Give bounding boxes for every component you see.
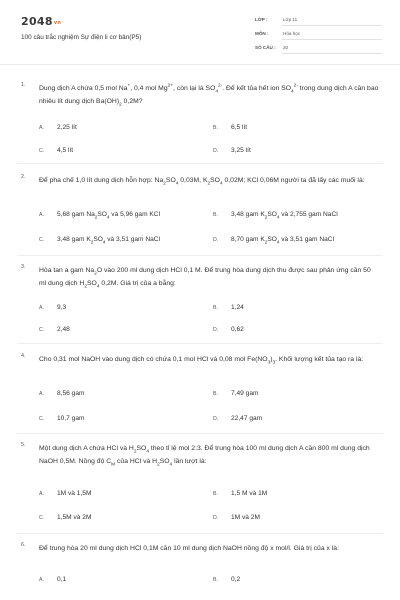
meta-label: MÔN :: [255, 31, 269, 36]
site-logo[interactable]: [21, 15, 61, 28]
option-a[interactable]: [39, 124, 77, 131]
option-text: 6,5 lít: [231, 124, 248, 131]
option-text: 9,3: [57, 304, 67, 311]
meta-label: SỐ CÂU :: [255, 45, 276, 50]
question-text: Dung dịch A chứa 0,5 mol Na+, 0,4 mol $Mg^{2+}$, còn lại là $SO_4^{2-}$. Để kết tủa hết ion $SO_4^{2-}$ trong dung dịch A cần bao nhiêu lít dung dịch $Ba(OH)_2$ 0,2M?: [39, 83, 379, 108]
question-text: Để pha chế 1,0 lít dung dịch hỗn hợp: $Na_2SO_4$ 0,03M, $K_2SO_4$ 0,02M; KCl 0,06M người ta đã lấy các muối là:: [39, 177, 365, 187]
option-d[interactable]: [213, 415, 262, 422]
option-d[interactable]: [213, 514, 260, 521]
option-c[interactable]: [39, 514, 91, 521]
option-text: 0,2: [231, 576, 241, 583]
option-label: C.: [39, 148, 45, 154]
option-d[interactable]: [213, 236, 334, 243]
option-text: 3,48 gam $K_2SO_4$ và 2,755 gam NaCl: [231, 211, 338, 220]
option-c[interactable]: [39, 326, 70, 333]
option-text: 0,62: [231, 326, 244, 333]
option-text: 1,5 M và 1M: [231, 490, 268, 497]
question-divider: [17, 163, 383, 164]
option-text: 8,56 gam: [57, 390, 85, 397]
meta-label: LỚP :: [255, 17, 268, 22]
question-number: 2.: [21, 174, 26, 180]
option-a[interactable]: [39, 211, 160, 218]
logo-text: 2048: [21, 15, 53, 28]
question-text: Hòa tan a gam $Na_2O$ vào 200 ml dung dịch HCl 0,1 M. Để trung hòa dung dịch thu được sau phản ứng cần 50 ml dung dịch $H_2SO_4$ 0,2M. Giá trị của a bằng:: [39, 267, 371, 290]
question-number: 1.: [21, 82, 26, 88]
option-label: B.: [213, 391, 218, 397]
option-a[interactable]: [39, 490, 91, 497]
document-title: 100 câu trắc nghiệm Sự điện li cơ bản(P5): [21, 34, 142, 41]
option-text: 0,1: [57, 576, 67, 583]
option-text: 8,70 gam $K_2SO_4$ và 3,51 gam NaCl: [231, 236, 335, 245]
option-d[interactable]: [213, 326, 244, 333]
meta-value: Hóa học: [283, 31, 301, 36]
question-number: 6.: [21, 542, 26, 548]
option-text: 10,7 gam: [57, 415, 85, 422]
option-label: C.: [39, 515, 45, 521]
question-text: Một dung dịch A chứa HCl và $H_2SO_4$ theo tỉ lệ mol 2:3. Để trung hòa 100 ml dung dịch A cần 800 ml dung dịch NaOH 0,5M. Nồng độ $C_M$ của HCl và $H_2SO_4$ lần lượt là:: [39, 445, 370, 468]
header-divider: [0, 64, 400, 65]
option-c[interactable]: [39, 147, 73, 154]
option-c[interactable]: [39, 415, 85, 422]
option-b[interactable]: [213, 304, 244, 311]
option-b[interactable]: [213, 490, 267, 497]
option-label: A.: [39, 577, 44, 583]
document-header: [0, 0, 400, 62]
option-text: 1,5M và 2M: [57, 514, 92, 521]
option-label: B.: [213, 491, 218, 497]
option-b[interactable]: [213, 390, 259, 397]
meta-underline: [282, 25, 382, 26]
meta-value: 20: [283, 45, 289, 50]
option-label: B.: [213, 577, 218, 583]
option-a[interactable]: [39, 390, 85, 397]
option-label: A.: [39, 491, 44, 497]
option-text: 3,25 lít: [231, 147, 251, 154]
option-text: 1M và 1,5M: [57, 490, 92, 497]
option-text: 22,47 gam: [231, 415, 263, 422]
option-label: D.: [213, 515, 219, 521]
meta-value: Lớp 11: [283, 17, 298, 22]
option-a[interactable]: [39, 576, 66, 583]
option-label: B.: [213, 212, 218, 218]
option-label: D.: [213, 416, 219, 422]
meta-underline: [282, 53, 382, 54]
option-label: B.: [213, 125, 218, 131]
option-text: 2,48: [57, 326, 70, 333]
option-a[interactable]: [39, 304, 66, 311]
option-label: D.: [213, 327, 219, 333]
option-d[interactable]: [213, 147, 251, 154]
option-label: A.: [39, 212, 44, 218]
option-label: C.: [39, 327, 45, 333]
option-text: 4,5 lít: [57, 147, 74, 154]
question-number: 5.: [21, 442, 26, 448]
option-text: 2,25 lít: [57, 124, 77, 131]
option-label: A.: [39, 125, 44, 131]
option-c[interactable]: [39, 236, 160, 243]
question-number: 3.: [21, 264, 26, 270]
question-divider: [17, 433, 383, 434]
question-text: Để trung hòa 20 ml dung dịch HCl 0,1M cần 10 ml dung dịch NaOH nồng độ x mol/l. Giá trị của x là:: [39, 545, 339, 552]
question-divider: [17, 255, 383, 256]
question-divider: [17, 533, 383, 534]
option-label: A.: [39, 305, 44, 311]
option-label: B.: [213, 305, 218, 311]
question-number: 4.: [21, 353, 26, 359]
meta-underline: [282, 39, 382, 40]
option-b[interactable]: [213, 211, 338, 218]
option-text: 1,24: [231, 304, 244, 311]
option-label: C.: [39, 237, 45, 243]
option-text: 3,48 gam $K_2SO_4$ và 3,51 gam NaCl: [57, 236, 161, 245]
option-text: 7,49 gam: [231, 390, 259, 397]
option-label: A.: [39, 391, 44, 397]
logo-suffix: vn: [53, 20, 62, 26]
option-text: 1M và 2M: [231, 514, 260, 521]
question-divider: [17, 343, 383, 344]
option-label: D.: [213, 148, 219, 154]
option-label: D.: [213, 237, 219, 243]
question-text: Cho 0,31 mol NaOH vào dung dịch có chứa 0,1 mol HCl và 0,08 mol $Fe(NO_3)_3$. Khối lượng kết tủa tạo ra là:: [39, 356, 364, 366]
option-b[interactable]: [213, 124, 247, 131]
option-text: 5,68 gam $Na_2SO_4$ và 5,96 gam KCl: [57, 211, 161, 220]
option-b[interactable]: [213, 576, 240, 583]
option-label: C.: [39, 416, 45, 422]
